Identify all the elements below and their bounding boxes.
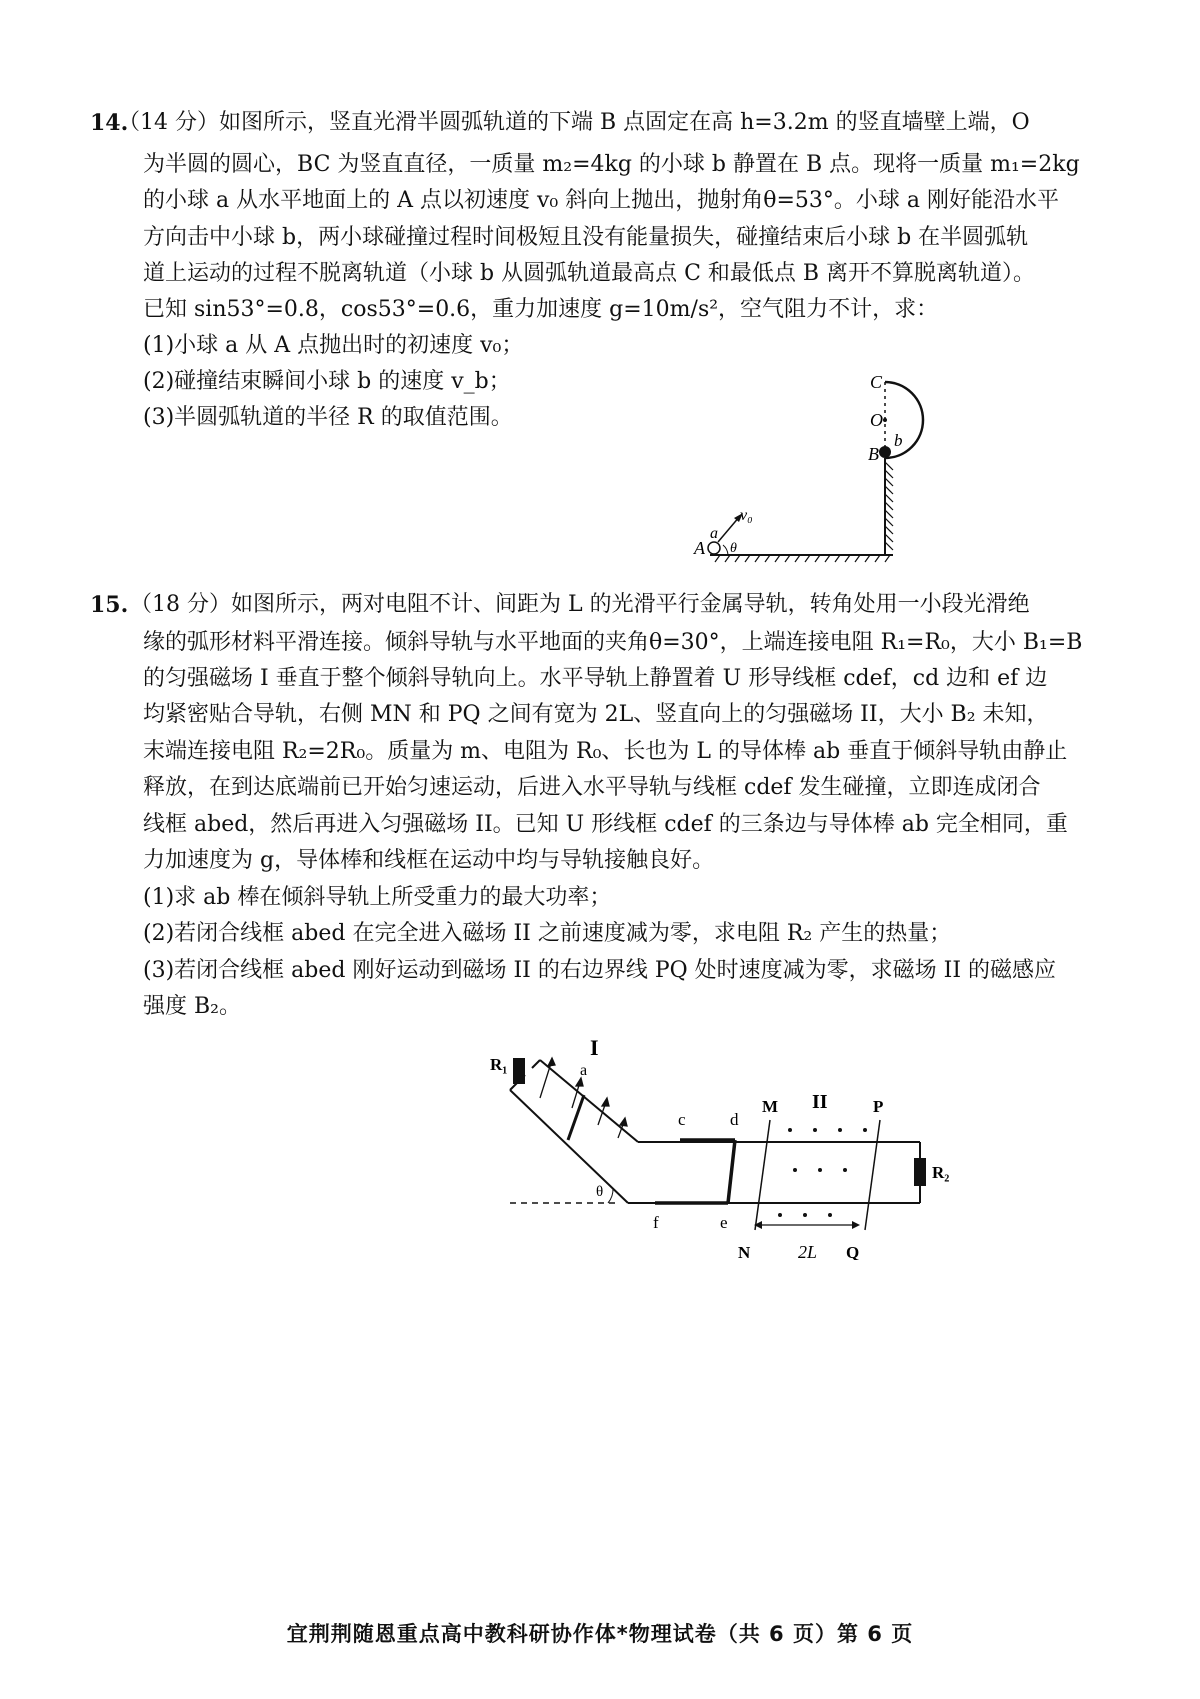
theta-arc <box>723 545 728 555</box>
label-2L: 2L <box>798 1242 818 1260</box>
q15-line-2: 缘的弧形材料平滑连接。倾斜导轨与水平地面的夹角θ=30°，上端连接电阻 R₁=R₀，大小 B₁=B <box>143 630 1083 655</box>
q14-line-6: 已知 sin53°=0.8，cos53°=0.6，重力加速度 g=10m/s²，空气阻力不计，求： <box>143 297 939 322</box>
label-B: B <box>868 444 879 464</box>
center-point <box>883 418 887 422</box>
q14-sub-1: (1)小球 a 从 A 点抛出时的初速度 v₀； <box>143 333 524 358</box>
rod-ab <box>568 1095 584 1140</box>
label-II: II <box>812 1091 828 1113</box>
frame-de <box>728 1140 735 1203</box>
boundary-MN <box>755 1120 770 1230</box>
q15-line-5: 末端连接电阻 R₂=2R₀。质量为 m、电阻为 R₀、长也为 L 的导体棒 ab 垂直于倾斜导轨由静止 <box>143 739 1068 764</box>
label-I: I <box>590 1035 599 1060</box>
wall-hatching <box>885 462 893 550</box>
q15-line-6: 释放，在到达底端前已开始匀速运动，后进入水平导轨与线框 cdef 发生碰撞，立即连成闭合 <box>143 775 1041 800</box>
incline-rail-upper <box>540 1060 638 1142</box>
boundary-PQ <box>865 1120 880 1230</box>
q15-figure <box>480 1030 980 1260</box>
q14-figure <box>690 370 960 570</box>
label-O: O <box>870 410 883 430</box>
ball-a <box>708 542 720 554</box>
ball-b <box>879 446 891 458</box>
incline-rail-lower <box>510 1090 628 1203</box>
label-d: d <box>730 1110 739 1129</box>
ground-hatching <box>715 555 890 562</box>
q14-line-3: 的小球 a 从水平地面上的 A 点以初速度 v₀ 斜向上抛出，抛射角θ=53°。小球 a 刚好能沿水平 <box>143 188 1059 213</box>
q14-line-1: （14 分）如图所示，竖直光滑半圆弧轨道的下端 B 点固定在高 h=3.2m 的竖直墙壁上端，O <box>118 110 1030 135</box>
label-f: f <box>653 1213 659 1232</box>
r1-wire-2 <box>532 1060 540 1068</box>
width-arrow-head-right <box>852 1221 860 1229</box>
label-v0: v₀ <box>740 507 753 524</box>
label-b: b <box>894 431 903 450</box>
page-footer: 宜荆荆随恩重点高中教科研协作体*物理试卷（共 6 页）第 6 页 <box>286 1622 914 1646</box>
label-R1: R₁ <box>490 1055 508 1074</box>
q14-line-4: 方向击中小球 b，两小球碰撞过程时间极短且没有能量损失，碰撞结束后小球 b 在半圆弧轨 <box>143 225 1029 250</box>
q14-sub-2: (2)碰撞结束瞬间小球 b 的速度 v_b； <box>143 369 511 394</box>
q15-line-4: 均紧密贴合导轨，右侧 MN 和 PQ 之间有宽为 2L、竖直向上的匀强磁场 II，大小 B₂ 未知， <box>143 702 1049 727</box>
label-M: M <box>762 1097 779 1116</box>
q15-line-7: 线框 abed，然后再进入匀强磁场 II。已知 U 形线框 cdef 的三条边与导体棒 ab 完全相同，重 <box>143 812 1068 837</box>
q15-sub-1: (1)求 ab 棒在倾斜导轨上所受重力的最大功率； <box>143 885 612 910</box>
label-a: a <box>710 525 718 542</box>
q14-line-5: 道上运动的过程不脱离轨道（小球 b 从圆弧轨道最高点 C 和最低点 B 离开不算脱离轨道）。 <box>143 261 1036 286</box>
resistor-r2 <box>914 1158 926 1186</box>
label-P: P <box>873 1097 884 1116</box>
label-R2: R₂ <box>932 1163 950 1182</box>
label-C: C <box>870 372 883 392</box>
q15-sub-3: (3)若闭合线框 abed 刚好运动到磁场 II 的右边界线 PQ 处时速度减为零，求磁场 II 的磁感应 <box>143 958 1057 983</box>
q15-line-8: 力加速度为 g，导体棒和线框在运动中均与导轨接触良好。 <box>143 848 715 873</box>
label-N: N <box>738 1243 751 1260</box>
label-theta: θ <box>730 541 737 556</box>
q15-number: 15. <box>90 592 129 618</box>
q15-line-3: 的匀强磁场 I 垂直于整个倾斜导轨向上。水平导轨上静置着 U 形导线框 cdef，cd 边和 ef 边 <box>143 666 1048 691</box>
theta-arc <box>608 1188 613 1203</box>
q15-line-1: （18 分）如图所示，两对电阻不计、间距为 L 的光滑平行金属导轨，转角处用一小段光滑绝 <box>130 592 1030 617</box>
label-a: a <box>580 1062 588 1079</box>
label-A: A <box>694 538 705 558</box>
q14-sub-3: (3)半圆弧轨道的半径 R 的取值范围。 <box>143 405 513 430</box>
q15-sub-2: (2)若闭合线框 abed 在完全进入磁场 II 之前速度减为零，求电阻 R₂ 产生的热量； <box>143 921 952 946</box>
label-theta: θ <box>596 1184 604 1200</box>
semicircle-track <box>885 382 923 458</box>
q15-sub-3-cont: 强度 B₂。 <box>143 994 241 1019</box>
q14-number: 14. <box>90 110 129 136</box>
label-Q: Q <box>846 1243 860 1260</box>
label-e: e <box>720 1213 728 1232</box>
resistor-r1 <box>513 1058 525 1084</box>
label-c: c <box>678 1110 686 1129</box>
q14-line-2: 为半圆的圆心，BC 为竖直直径，一质量 m₂=4kg 的小球 b 静置在 B 点。现将一质量 m₁=2kg <box>143 152 1080 177</box>
